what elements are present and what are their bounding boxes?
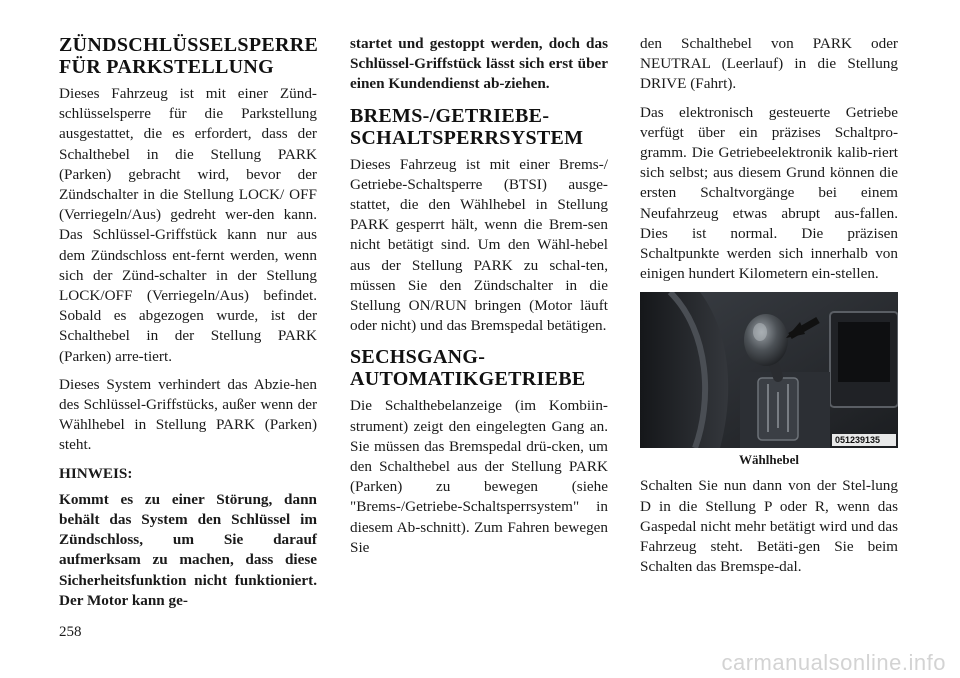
section-heading-ignition-park-interlock: ZÜNDSCHLÜSSELSPERRE FÜR PARKSTELLUNG [59, 34, 319, 78]
figure-code: 051239135 [835, 435, 881, 446]
gear-selector-illustration [640, 292, 898, 448]
paragraph: den Schalthebel von PARK oder NEUTRAL (Leerlauf) in die Stellung DRIVE (Fahrt). [640, 35, 898, 93]
note-text-continued: startet und gestoppt werden, doch das Schlüssel-Griffstück lässt sich erst über einen Kundendienst ab-ziehen. [350, 35, 608, 93]
gear-selector-photo [640, 292, 898, 448]
column-right [640, 34, 898, 585]
paragraph: Das elektronisch gesteuerte Getriebe verfügt über ein präzises Schaltpro-gramm. Die Getriebeelektronik kalib-riert sich selbst; aus diesem Grund können die ersten Schaltvorgänge bei einem Neufahrzeug etwas abrupt aus-fallen. Dies ist normal. Die präzisen Schaltpunkte werden sich innerhalb von einigen hundert Kilometern ein-stellen. [640, 103, 898, 283]
page-number: 258 [59, 624, 82, 640]
figure-caption: Wählhebel [739, 452, 799, 468]
paragraph: Dieses Fahrzeug ist mit einer Zünd-schlüsselsperre für die Parkstellung ausgestattet, die es erfordert, dass der Schalthebel in die Stellung PARK (Parken) gebracht wird, bevor der Zündschalter in die Stellung LOCK/ OFF (Verriegeln/Aus) gedreht wer-den kann. Das Schlüssel-Griffstück kann nur aus dem Zündschloss ent-fernt werden, wenn sich der Zünd-schalter in der Stellung LOCK/OFF (Verriegeln/Aus) befindet. Sobald es abgezogen wurde, ist der Schalthebel in der Stellung PARK (Parken) arre-tiert. [59, 85, 317, 365]
paragraph: Die Schalthebelanzeige (im Kombiin-strument) zeigt den eingelegten Gang an. Sie müssen das Bremspedal drü-cken, um den Schalthebel aus der Stellung PARK (Parken) zu bewegen (siehe "Brems-/Getriebe-Schaltsperrsystem" in diesem Ab-schnitt). Zum Fahren bewegen Sie [350, 397, 608, 556]
paragraph: Dieses System verhindert das Abzie-hen des Schlüssel-Griffstücks, außer wenn der Wählhebel in Stellung PARK (Parken) steht. [59, 375, 317, 454]
section-heading-six-speed-automatic: SECHSGANG-AUTOMATIKGETRIEBE [350, 346, 586, 391]
paragraph: Dieses Fahrzeug ist mit einer Brems-/ Getriebe-Schaltsperre (BTSI) ausge-stattet, die den Wählhebel in Stellung PARK gesperrt hält, wenn die Brem-sen nicht betätigt sind. Um den Wähl-hebel aus der Stellung PARK zu schal-ten, müssen Sie den Zündschalter in die Stellung ON/RUN bringen (Motor läuft oder nicht) und das Bremspedal betätigen. [350, 155, 608, 335]
paragraph: Schalten Sie nun dann von der Stel-lung D in die Stellung P oder R, wenn das Gaspedal nicht mehr betätigt wird und das Fahrzeug steht. Betäti-gen Sie beim Schalten das Bremspe-dal. [640, 477, 898, 576]
note-text: Kommt es zu einer Störung, dann behält das System den Schlüssel im Zündschloss, um Sie darauf aufmerksam zu machen, dass diese Sicherheitsfunktion nicht funktioniert. Der Motor kann ge- [59, 490, 317, 609]
note-label: HINWEIS: [59, 464, 133, 482]
column-middle [350, 34, 608, 566]
column-left [59, 34, 317, 619]
section-heading-brake-transmission-interlock: BREMS-/GETRIEBE-SCHALTSPERRSYSTEM [350, 104, 584, 149]
watermark: carmanualsonline.info [721, 650, 946, 675]
